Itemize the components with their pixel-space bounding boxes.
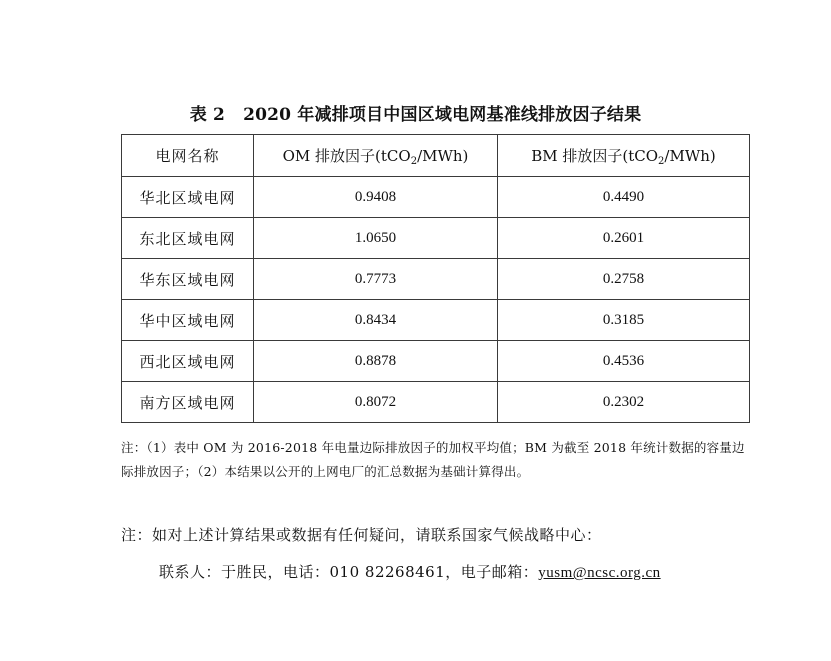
grid-name-cell: 西北区域电网 — [122, 341, 254, 382]
bm-value-cell: 0.2758 — [498, 259, 750, 300]
om-value-cell: 0.7773 — [254, 259, 498, 300]
table-header-row — [122, 135, 750, 177]
table-footnote — [121, 436, 751, 484]
table-title — [0, 100, 831, 125]
bm-value-cell: 0.4536 — [498, 341, 750, 382]
table-title-text: 2020 年减排项目中国区域电网基准线排放因子结果 — [243, 105, 642, 125]
grid-name-cell: 华北区域电网 — [122, 177, 254, 218]
table-row — [122, 177, 750, 218]
email-link[interactable]: yusm@ncsc.org.cn — [538, 565, 661, 581]
header-grid-name: 电网名称 — [122, 135, 254, 177]
table-row — [122, 300, 750, 341]
footnote-line-2: 际排放因子；（2）本结果以公开的上网电厂的汇总数据为基础计算得出。 — [121, 464, 530, 479]
table-row — [122, 382, 750, 423]
footnote-line-1: 注：（1）表中 OM 为 2016-2018 年电量边际排放因子的加权平均值；BM 为截至 2018 年统计数据的容量边 — [121, 440, 745, 455]
table-number: 表 2 — [189, 105, 226, 125]
om-value-cell: 0.8434 — [254, 300, 498, 341]
header-bm-suffix: /MWh) — [664, 146, 716, 165]
header-bm-factor — [498, 135, 750, 177]
om-value-cell: 0.8072 — [254, 382, 498, 423]
header-om-suffix: /MWh) — [417, 146, 469, 165]
om-value-cell: 1.0650 — [254, 218, 498, 259]
bm-value-cell: 0.2302 — [498, 382, 750, 423]
grid-name-cell: 华东区域电网 — [122, 259, 254, 300]
header-bm-prefix: BM 排放因子(tCO — [531, 146, 659, 165]
header-om-factor — [254, 135, 498, 177]
om-value-cell: 0.9408 — [254, 177, 498, 218]
table-row — [122, 341, 750, 382]
bm-value-cell: 0.4490 — [498, 177, 750, 218]
contact-note: 注：如对上述计算结果或数据有任何疑问，请联系国家气候战略中心： — [121, 526, 602, 544]
grid-name-cell: 东北区域电网 — [122, 218, 254, 259]
bm-value-cell: 0.2601 — [498, 218, 750, 259]
grid-name-cell: 南方区域电网 — [122, 382, 254, 423]
header-om-subscript: 2 — [410, 155, 418, 167]
header-om-prefix: OM 排放因子(tCO — [282, 146, 411, 165]
grid-name-cell: 华中区域电网 — [122, 300, 254, 341]
bm-value-cell: 0.3185 — [498, 300, 750, 341]
header-bm-subscript: 2 — [658, 155, 665, 167]
table-row — [122, 259, 750, 300]
contact-line — [159, 561, 759, 582]
table-row — [122, 218, 750, 259]
contact-details: 联系人：于胜民，电话：010 82268461，电子邮箱： — [159, 563, 539, 581]
emission-factor-table — [121, 134, 750, 423]
om-value-cell: 0.8878 — [254, 341, 498, 382]
